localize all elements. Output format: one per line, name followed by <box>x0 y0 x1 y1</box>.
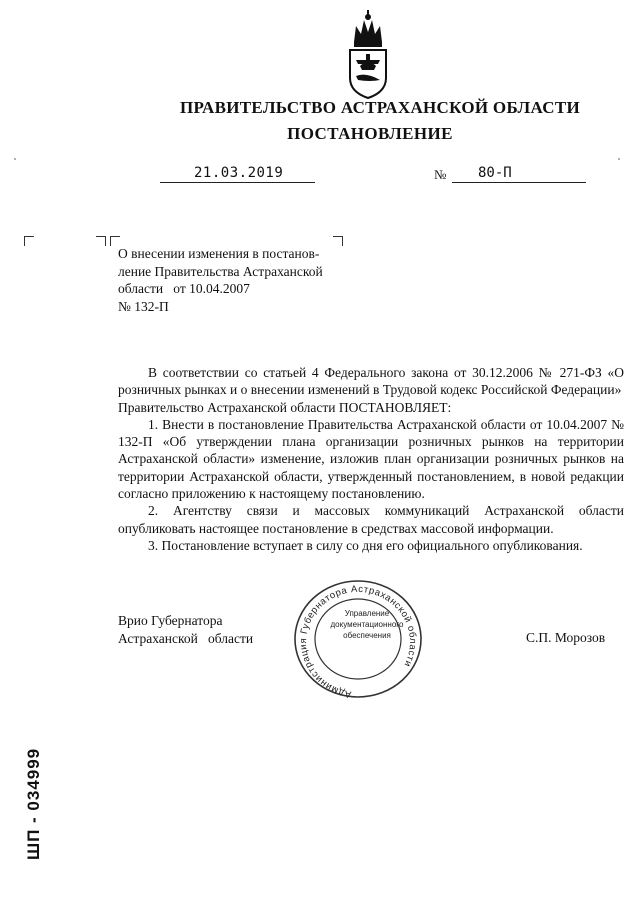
signatory-name: С.П. Морозов <box>526 630 606 645</box>
signatory-position-line: Врио Губернатора <box>118 613 223 628</box>
signatory-position-line: Астраханской области <box>118 631 254 646</box>
date-underline <box>160 182 315 183</box>
subject-line: № 132-П <box>118 298 169 314</box>
subject-line: области от 10.04.2007 <box>118 281 250 296</box>
number-sign: № <box>434 167 447 182</box>
document-type: ПОСТАНОВЛЕНИЕ <box>287 124 453 143</box>
preamble-paragraph: В соответствии со статьей 4 Федерального закона от 30.12.2006 № 271-ФЗ «О розничных рынках и о внесении изменений в Трудовой кодекс Российской Федерации» <box>118 365 624 398</box>
stamp-center-line: Управление <box>344 609 390 618</box>
stamp-center-text <box>327 608 407 641</box>
resolution-statement: Правительство Астраханской области ПОСТАНОВЛЯЕТ: <box>118 399 452 415</box>
document-body <box>118 364 624 554</box>
form-serial-number: ШП - 034999 <box>24 747 43 860</box>
scan-mark <box>14 158 16 160</box>
stamp-center-line: обеспечения <box>343 631 391 640</box>
document-subject <box>118 245 352 315</box>
coat-of-arms-icon <box>344 8 392 100</box>
clause-3: 3. Постановление вступает в силу со дня его официального опубликования. <box>148 537 583 553</box>
subject-line: О внесении изменения в постанов- <box>118 246 320 261</box>
document-date: 21.03.2019 <box>194 165 284 181</box>
number-underline <box>452 182 586 183</box>
subject-corner-mark <box>96 236 106 246</box>
scan-mark <box>618 158 620 160</box>
margin-corner-mark <box>24 236 34 246</box>
stamp-ring-text: Администрация Губернатора Астраханской области <box>297 583 419 700</box>
signatory-position <box>118 612 253 648</box>
clause-2: 2. Агентству связи и массовых коммуникаций Астраханской области опубликовать настоящее постановление в средствах массовой информации. <box>118 503 624 536</box>
government-title: ПРАВИТЕЛЬСТВО АСТРАХАНСКОЙ ОБЛАСТИ <box>180 98 580 117</box>
document-number: 80-П <box>478 165 512 181</box>
subject-line: ление Правительства Астраханской <box>118 263 323 279</box>
stamp-center-line: документационного <box>330 620 404 629</box>
clause-1: 1. Внести в постановление Правительства Астраханской области от 10.04.2007 № 132-П «Об утверждении плана организации розничных рынков на территории Астраханской области» изменение, изложив план организации розничных рынков на территории Астраханской области, утвержденный постановлением, в новой редакции согласно приложению к настоящему постановлению. <box>118 416 624 502</box>
